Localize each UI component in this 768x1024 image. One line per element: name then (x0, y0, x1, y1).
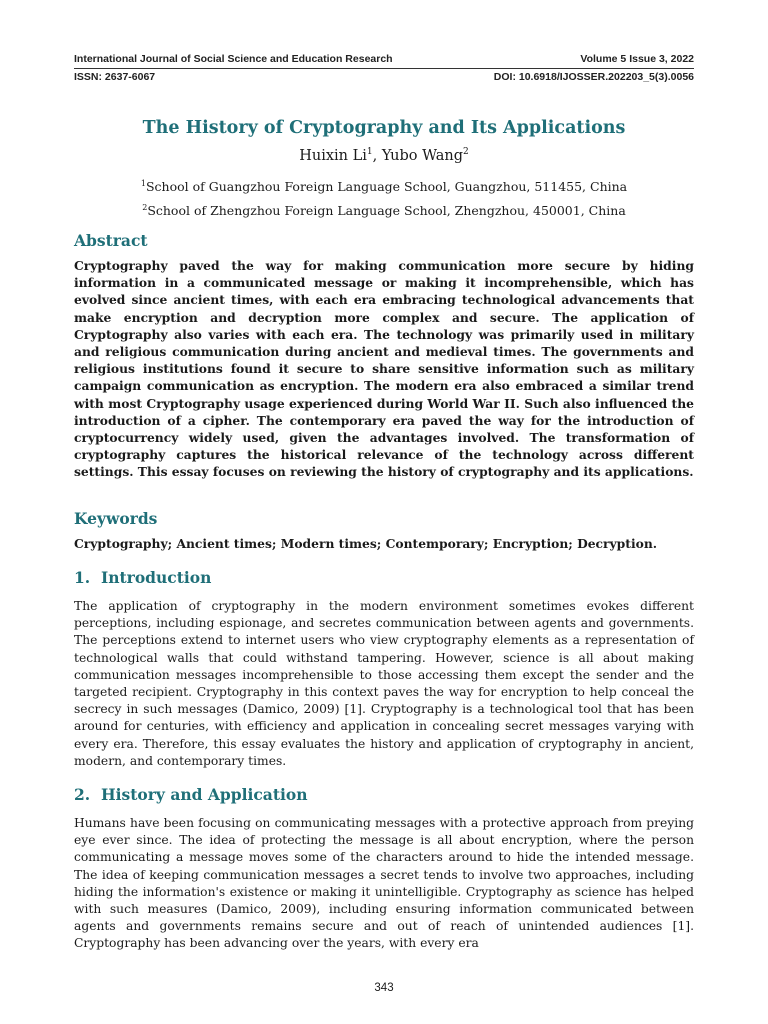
paper-title: The History of Cryptography and Its Applications (142, 118, 626, 138)
author-affil-mark: 1 (366, 147, 373, 157)
doi: DOI: 10.6918/IJOSSER.202203_5(3).0056 (493, 71, 694, 83)
page-number: 343 (374, 982, 394, 994)
author-name: Huixin Li (299, 147, 367, 164)
journal-name: International Journal of Social Science and Education Research (74, 53, 393, 65)
affiliation (74, 203, 694, 218)
history-paragraph: Humans have been focusing on communicating messages with a protective approach from preying eye ever since. The idea of protecting the message is all about encryption, where the person communicating a message moves some of the characters around to hide the intended message. The idea of keeping communication messages a secret tends to involve two approaches, including hiding the information's existence or making it unintelligible. Cryptography as science has helped with such measures (Damico, 2009), including ensuring information communicated between agents and governments remains secure and out of reach of unintended audiences [1]. Cryptography has been advancing over the years, with every era (74, 816, 694, 951)
section-number: 1. (74, 568, 91, 587)
affiliation-mark: 2 (142, 203, 148, 212)
issn: ISSN: 2637-6067 (74, 71, 156, 83)
keywords-text: Cryptography; Ancient times; Modern times; Contemporary; Encryption; Decryption. (74, 536, 658, 551)
paper-page (74, 0, 694, 1024)
section-title: History and Application (101, 785, 308, 804)
affiliation (74, 179, 694, 194)
section-number: 2. (74, 785, 91, 804)
abstract-heading: Abstract (74, 231, 148, 250)
section-heading-introduction (74, 568, 211, 587)
author-separator: , (372, 147, 382, 164)
author-affil-mark: 2 (463, 147, 469, 157)
affiliation-mark: 1 (140, 179, 146, 188)
header-rule (74, 68, 694, 69)
running-subheader (74, 71, 694, 83)
affiliation-text: School of Guangzhou Foreign Language School, Guangzhou, 511455, China (145, 179, 628, 195)
section-heading-history (74, 785, 308, 804)
author-line (74, 147, 694, 164)
abstract-text: Cryptography paved the way for making communication more secure by hiding information in a communicated message or making it incomprehensible, which has evolved since ancient times, with each era embracing technological advancements that make encryption and decryption more complex and secure. The application of Cryptography also varies with each era. The technology was primarily used in military and religious communication during ancient and medieval times. The governments and religious institutions found it secure to share sensitive information such as military campaign communication as encryption. The modern era also embraced a similar trend with most Cryptography usage experienced during World War II. Such also influenced the introduction of a cipher. The contemporary era paved the way for the introduction of cryptocurrency widely used, given the advantages involved. The transformation of cryptography captures the historical relevance of the technology across different settings. This essay focuses on reviewing the history of cryptography and its applications. (74, 258, 694, 480)
introduction-paragraph: The application of cryptography in the modern environment sometimes evokes different perceptions, including espionage, and secretes communication between agents and governments. The perceptions extend to internet users who view cryptography elements as a representation of technological walls that could withstand tampering. However, science is all about making communication messages incomprehensible to those accessing them except the sender and the targeted recipient. Cryptography in this context paves the way for encryption to help conceal the secrecy in such messages (Damico, 2009) [1]. Cryptography is a technological tool that has been around for centuries, with efficiency and application in concealing secret messages varying with every era. Therefore, this essay evaluates the history and application of cryptography in ancient, modern, and contemporary times. (74, 599, 694, 768)
author-name: Yubo Wang (381, 147, 464, 164)
affiliation-text: School of Zhengzhou Foreign Language School, Zhengzhou, 450001, China (147, 203, 626, 219)
running-header (74, 53, 694, 65)
volume-info: Volume 5 Issue 3, 2022 (580, 53, 694, 65)
section-title: Introduction (101, 568, 212, 587)
keywords-heading: Keywords (74, 509, 158, 528)
